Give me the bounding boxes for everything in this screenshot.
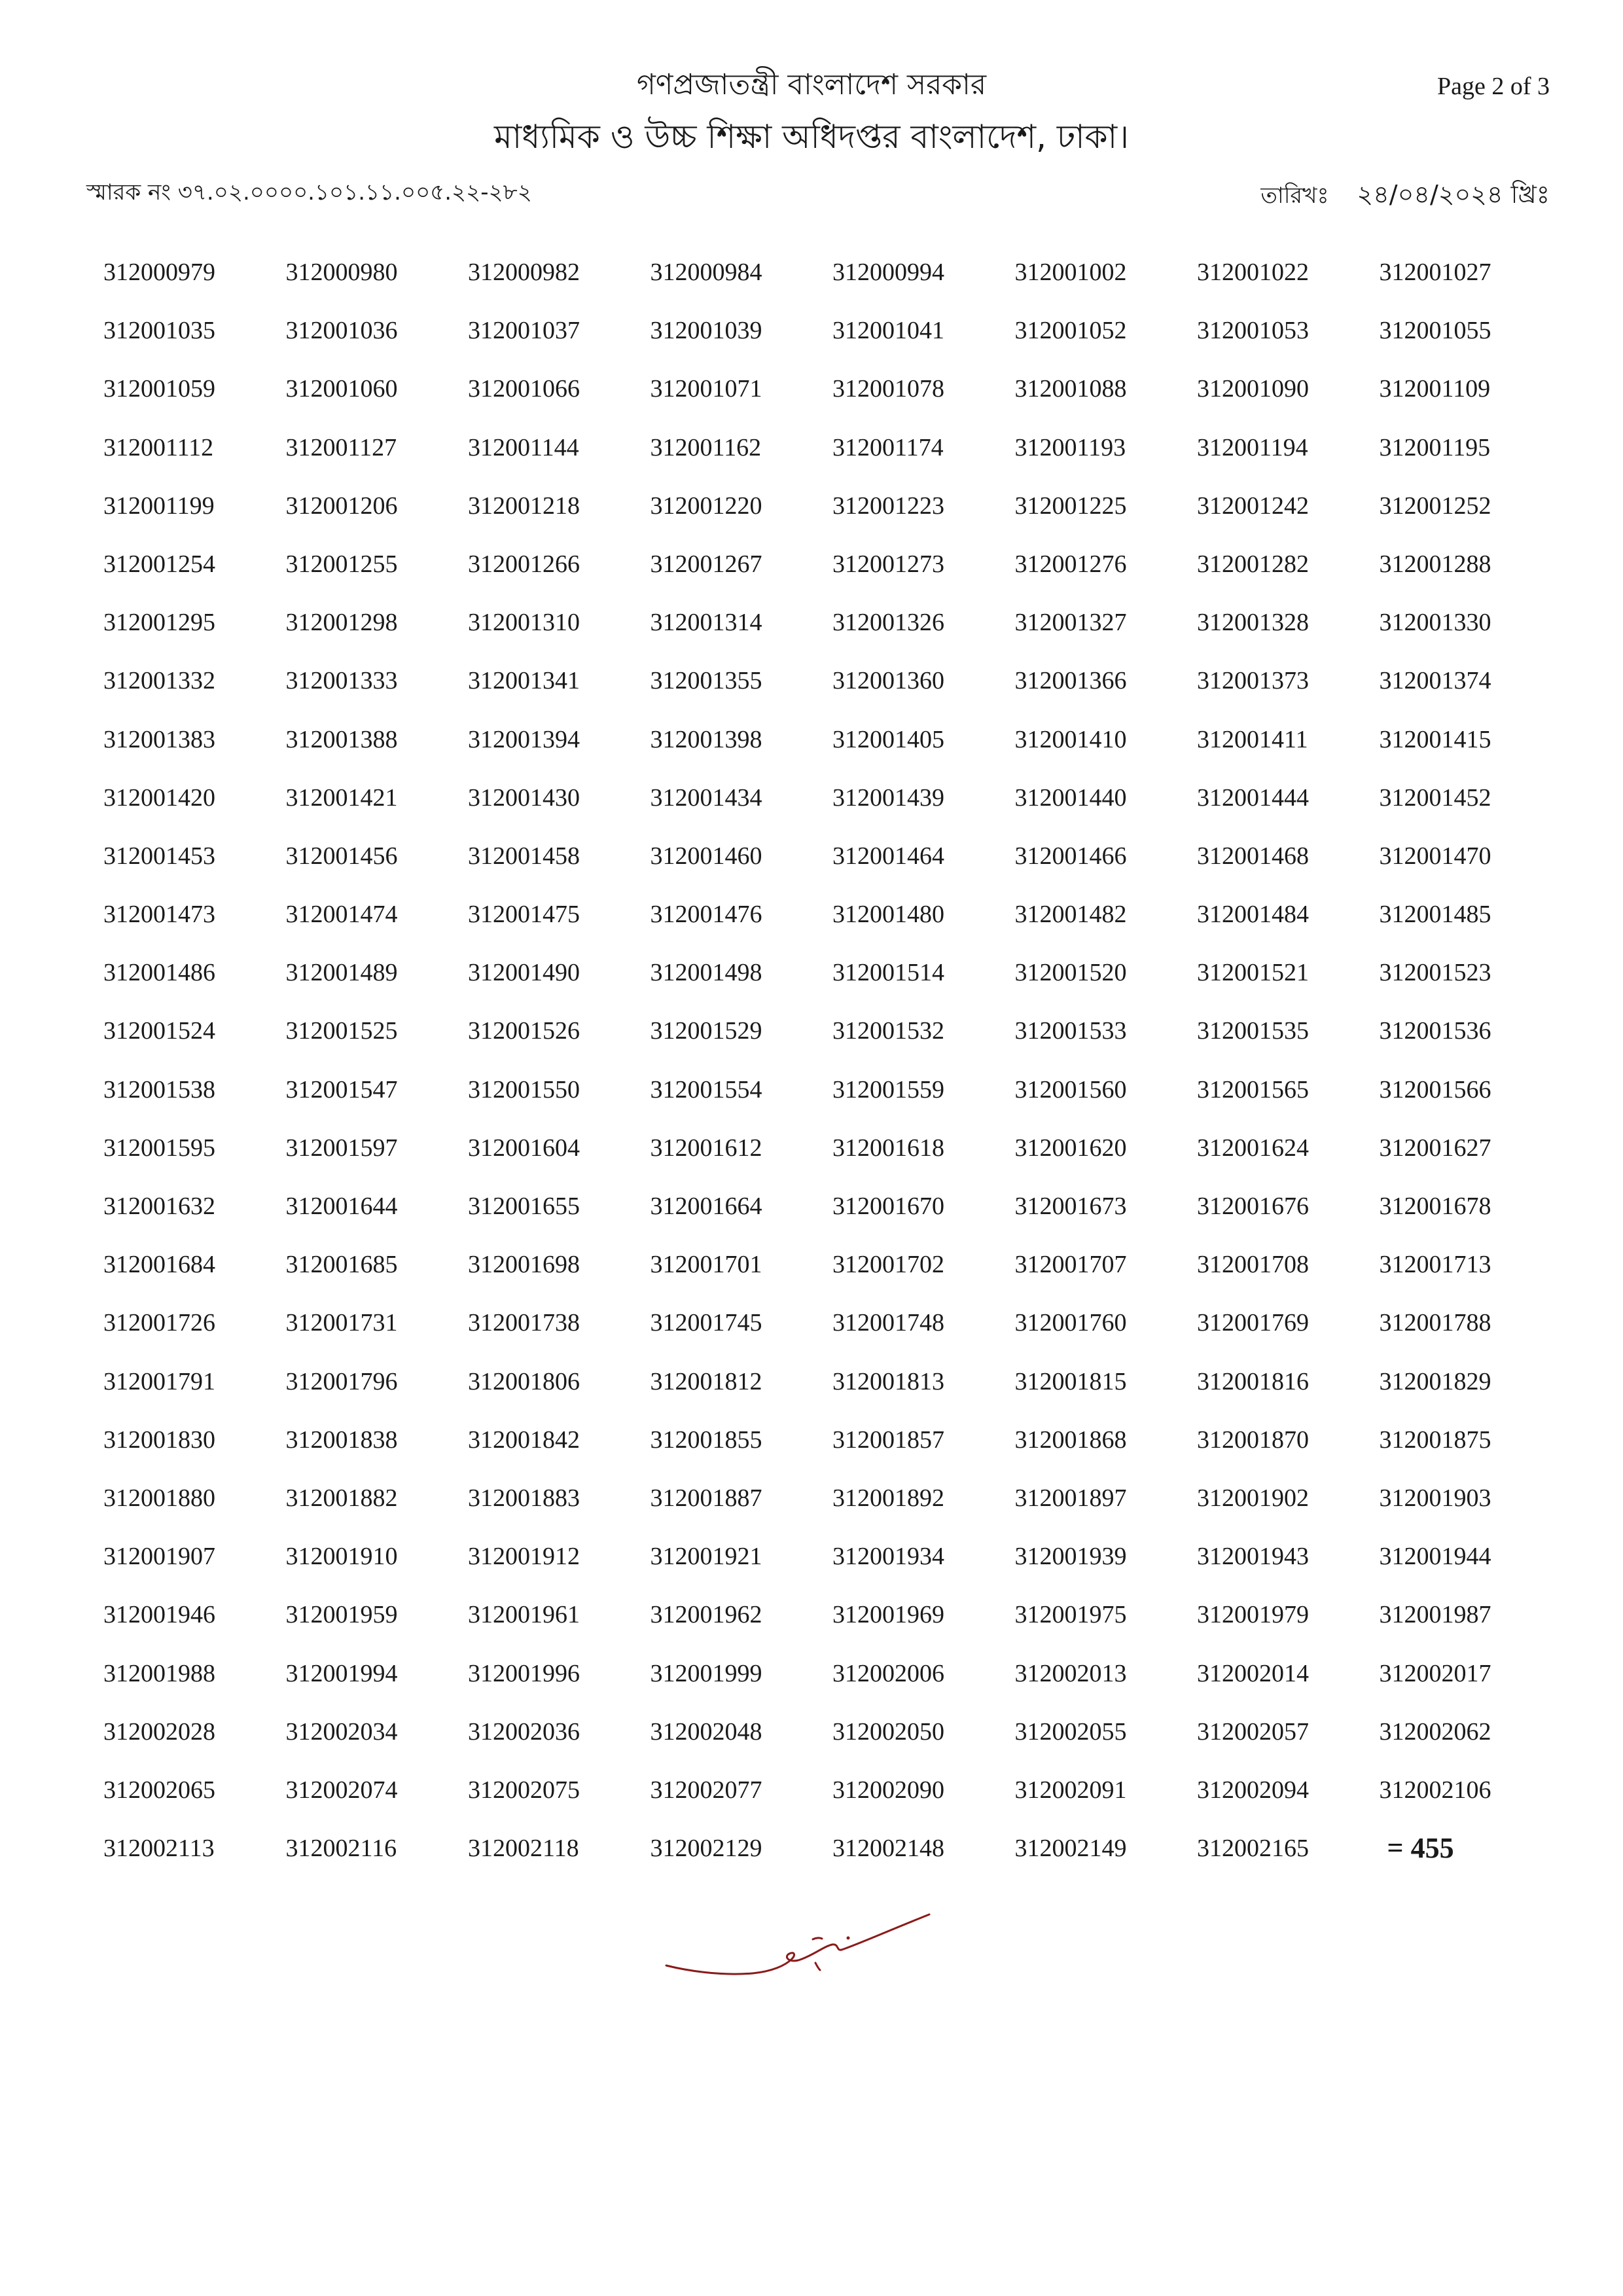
roll-number: 312001910 [285,1543,398,1571]
roll-number: 312001538 [103,1075,215,1103]
roll-number: 312001468 [1197,842,1309,870]
roll-number: 312001702 [832,1251,944,1279]
roll-number: 312001713 [1379,1251,1491,1279]
roll-number: 312000994 [832,259,944,286]
roll-number: 312001288 [1379,550,1491,578]
roll-number: 312002062 [1379,1717,1491,1746]
roll-number: 312001310 [468,609,580,637]
roll-number: 312001078 [832,375,944,403]
roll-number: 312001979 [1197,1601,1309,1629]
roll-number: 312001223 [832,492,944,520]
roll-number: 312001595 [103,1134,215,1162]
roll-number: 312001760 [1014,1309,1127,1337]
roll-number: 312002014 [1197,1659,1309,1687]
roll-number: 312001912 [468,1543,580,1571]
roll-number: 312001903 [1379,1484,1491,1512]
roll-number: 312001550 [468,1075,580,1103]
roll-number: 312001473 [103,901,215,929]
roll-number: 312001887 [650,1484,762,1512]
roll-number: 312001053 [1197,317,1309,345]
roll-number: 312001430 [468,783,580,812]
roll-number: 312001618 [832,1134,944,1162]
roll-number: 312001374 [1379,667,1491,695]
roll-number: 312001055 [1379,317,1491,345]
roll-number: 312002028 [103,1717,215,1746]
roll-number: 312001670 [832,1193,944,1220]
roll-number: 312002148 [832,1835,944,1863]
roll-number: 312001857 [832,1426,944,1454]
roll-number: 312001282 [1197,550,1309,578]
roll-number: 312001411 [1197,725,1308,753]
roll-number: 312001452 [1379,783,1491,812]
roll-number: 312001830 [103,1426,215,1454]
roll-number: 312001225 [1014,492,1127,520]
roll-number: 312001035 [103,317,215,345]
roll-number: 312001678 [1379,1193,1491,1220]
roll-number: 312002055 [1014,1717,1127,1746]
roll-number: 312001327 [1014,609,1127,637]
memo-date [1260,175,1550,217]
roll-number: 312001066 [468,375,580,403]
roll-number: 312001060 [285,375,398,403]
roll-number: 312001673 [1014,1193,1127,1220]
roll-number: 312001698 [468,1251,580,1279]
roll-number: 312001039 [650,317,762,345]
roll-number: 312002090 [832,1776,944,1804]
roll-number: 312001498 [650,959,762,987]
roll-number: 312001566 [1379,1075,1491,1103]
roll-number: 312001206 [285,492,398,520]
memo-reference [86,175,532,213]
roll-number: 312001373 [1197,667,1309,695]
roll-number: 312001685 [285,1251,398,1279]
roll-number: 312001405 [832,725,944,753]
roll-number: 312001444 [1197,783,1309,812]
roll-number: 312002050 [832,1717,944,1746]
roll-number: 312001875 [1379,1426,1491,1454]
roll-number: 312002113 [103,1835,215,1863]
roll-number: 312001806 [468,1367,580,1395]
government-title: গণপ্রজাতন্ত্রী বাংলাদেশ সরকার [636,68,987,101]
roll-number: 312001525 [285,1017,398,1045]
roll-number: 312001842 [468,1426,580,1454]
roll-number: 312001090 [1197,375,1309,403]
roll-number: 312001328 [1197,609,1309,637]
roll-number: 312001748 [832,1309,944,1337]
roll-number-list [103,254,1561,1888]
roll-number: 312000980 [285,259,398,286]
roll-number: 312002013 [1014,1659,1127,1687]
roll-number: 312001565 [1197,1075,1309,1103]
roll-number: 312001632 [103,1193,215,1220]
roll-number: 312001218 [468,492,580,520]
roll-number: 312001829 [1379,1367,1491,1395]
roll-number: 312001255 [285,550,398,578]
roll-number: 312001559 [832,1075,944,1103]
roll-number: 312002106 [1379,1776,1491,1804]
department-title: মাধ্যমিক ও উচ্চ শিক্ষা অধিদপ্তর বাংলাদেশ, ঢাকা। [493,118,1130,156]
roll-number: 312001162 [650,433,762,461]
roll-number: 312001988 [103,1659,215,1687]
roll-number: 312001514 [832,959,944,987]
roll-number: 312001027 [1379,259,1491,286]
roll-number: 312001655 [468,1193,580,1220]
roll-number: 312002118 [468,1835,579,1863]
roll-number: 312001620 [1014,1134,1127,1162]
date-value: ২৪/০৪/২০২৪ খ্রিঃ [1357,180,1550,209]
signature [661,1908,936,1993]
roll-number: 312001266 [468,550,580,578]
roll-number: 312001242 [1197,492,1309,520]
roll-number: 312001434 [650,783,762,812]
roll-number: 312001415 [1379,725,1491,753]
roll-number: 312001769 [1197,1309,1309,1337]
roll-number: 312001664 [650,1193,762,1220]
roll-number: 312002129 [650,1835,762,1863]
roll-number: 312001490 [468,959,580,987]
roll-number: 312001554 [650,1075,762,1103]
roll-number: 312001482 [1014,901,1127,929]
roll-number: 312001526 [468,1017,580,1045]
roll-number: 312001421 [285,783,398,812]
roll-number: 312001987 [1379,1601,1491,1629]
roll-number: 312001464 [832,842,944,870]
memo-row [86,175,1550,212]
roll-number: 312001726 [103,1309,215,1337]
roll-number: 312001791 [103,1367,215,1395]
roll-number: 312001002 [1014,259,1127,286]
roll-number: 312001943 [1197,1543,1309,1571]
roll-number: 312001252 [1379,492,1491,520]
roll-number: 312001254 [103,550,215,578]
roll-number: 312001273 [832,550,944,578]
roll-number: 312001547 [285,1075,398,1103]
roll-number: 312000982 [468,259,580,286]
roll-number: 312001533 [1014,1017,1127,1045]
roll-number: 312001466 [1014,842,1127,870]
roll-number: 312001961 [468,1601,580,1629]
roll-number: 312001996 [468,1659,580,1687]
roll-number: 312001520 [1014,959,1127,987]
roll-number: 312001326 [832,609,944,637]
memo-label: স্মারক নং [86,179,171,206]
roll-number: 312001355 [650,667,762,695]
roll-number: 312001812 [650,1367,762,1395]
roll-number: 312001921 [650,1543,762,1571]
roll-number: 312001796 [285,1367,398,1395]
roll-number: 312001394 [468,725,580,753]
roll-number: 312001815 [1014,1367,1127,1395]
roll-number: 312001532 [832,1017,944,1045]
roll-number: 312001486 [103,959,215,987]
roll-number: 312001975 [1014,1601,1127,1629]
roll-number: 312002048 [650,1717,762,1746]
roll-number: 312001360 [832,667,944,695]
roll-number: 312001037 [468,317,580,345]
roll-number: 312002116 [285,1835,397,1863]
roll-number: 312001684 [103,1251,215,1279]
roll-number: 312001999 [650,1659,762,1687]
roll-number: 312001612 [650,1134,762,1162]
roll-number: 312001855 [650,1426,762,1454]
roll-number: 312002149 [1014,1835,1127,1863]
roll-number: 312001475 [468,901,580,929]
roll-number: 312001460 [650,842,762,870]
roll-number: 312001295 [103,609,215,637]
roll-number: 312001485 [1379,901,1491,929]
roll-number: 312001041 [832,317,944,345]
roll-number: 312002017 [1379,1659,1491,1687]
roll-number: 312002094 [1197,1776,1309,1804]
memo-number: ৩৭.০২.০০০০.১০১.১১.০০৫.২২-২৮২ [177,179,532,206]
roll-number: 312001816 [1197,1367,1309,1395]
roll-number: 312001022 [1197,259,1309,286]
roll-number: 312001882 [285,1484,398,1512]
roll-number: 312001453 [103,842,215,870]
roll-number: 312001902 [1197,1484,1309,1512]
roll-number: 312001939 [1014,1543,1127,1571]
roll-number: 312001036 [285,317,398,345]
roll-number: 312000984 [650,259,762,286]
roll-number: 312001420 [103,783,215,812]
roll-number: 312001870 [1197,1426,1309,1454]
roll-number: 312001644 [285,1193,398,1220]
roll-number: 312001199 [103,492,215,520]
roll-number: 312001470 [1379,842,1491,870]
roll-number: 312001298 [285,609,398,637]
roll-number: 312001071 [650,375,762,403]
roll-number: 312001220 [650,492,762,520]
roll-number: 312001174 [832,433,944,461]
roll-number: 312001701 [650,1251,762,1279]
roll-number: 312001524 [103,1017,215,1045]
roll-number: 312001383 [103,725,215,753]
roll-number: 312001604 [468,1134,580,1162]
roll-number: 312001521 [1197,959,1309,987]
roll-number: 312001332 [103,667,215,695]
date-label: তারিখঃ [1260,183,1329,209]
roll-number: 312002091 [1014,1776,1127,1804]
roll-number: 312001088 [1014,375,1127,403]
roll-number: 312001366 [1014,667,1127,695]
roll-number: 312001597 [285,1134,398,1162]
roll-number: 312002077 [650,1776,762,1804]
roll-number: 312001314 [650,609,762,637]
roll-number: 312001892 [832,1484,944,1512]
roll-number: 312001333 [285,667,398,695]
roll-number: 312001059 [103,375,215,403]
roll-number: 312001707 [1014,1251,1127,1279]
roll-number: 312001535 [1197,1017,1309,1045]
roll-number: 312001330 [1379,609,1491,637]
roll-number: 312001410 [1014,725,1127,753]
roll-number: 312001738 [468,1309,580,1337]
roll-number: 312001536 [1379,1017,1491,1045]
roll-number: 312001112 [103,433,214,461]
roll-number: 312001052 [1014,317,1127,345]
roll-number: 312002057 [1197,1717,1309,1746]
roll-number: 312001944 [1379,1543,1491,1571]
roll-number: 312000979 [103,259,215,286]
roll-number: 312002036 [468,1717,580,1746]
roll-number: 312002074 [285,1776,398,1804]
roll-number: 312001484 [1197,901,1309,929]
roll-number: 312001440 [1014,783,1127,812]
roll-number: 312001962 [650,1601,762,1629]
roll-number: 312001883 [468,1484,580,1512]
total-count: = 455 [1387,1832,1454,1865]
roll-number: 312001969 [832,1601,944,1629]
roll-number: 312002075 [468,1776,580,1804]
roll-number: 312001907 [103,1543,215,1571]
roll-number: 312001480 [832,901,944,929]
roll-number: 312001676 [1197,1193,1309,1220]
roll-number: 312001946 [103,1601,215,1629]
roll-number: 312001474 [285,901,398,929]
roll-number: 312001627 [1379,1134,1491,1162]
roll-number: 312001267 [650,550,762,578]
roll-number: 312001529 [650,1017,762,1045]
roll-number: 312001476 [650,901,762,929]
roll-number: 312001838 [285,1426,398,1454]
roll-number: 312001194 [1197,433,1308,461]
roll-number: 312001897 [1014,1484,1127,1512]
roll-number: 312001341 [468,667,580,695]
roll-number: 312002065 [103,1776,215,1804]
roll-number: 312001127 [285,433,397,461]
roll-number: 312001560 [1014,1075,1127,1103]
roll-number: 312001708 [1197,1251,1309,1279]
roll-number: 312001523 [1379,959,1491,987]
roll-number: 312002165 [1197,1835,1309,1863]
roll-number: 312001934 [832,1543,944,1571]
roll-number: 312001489 [285,959,398,987]
roll-number: 312001456 [285,842,398,870]
roll-number: 312001813 [832,1367,944,1395]
roll-number: 312001788 [1379,1309,1491,1337]
roll-number: 312002006 [832,1659,944,1687]
roll-number: 312001109 [1379,375,1491,403]
roll-number: 312001624 [1197,1134,1309,1162]
roll-number: 312001959 [285,1601,398,1629]
roll-number: 312001745 [650,1309,762,1337]
roll-number: 312001994 [285,1659,398,1687]
roll-number: 312001731 [285,1309,398,1337]
roll-number: 312001388 [285,725,398,753]
roll-number: 312001276 [1014,550,1127,578]
page-number: Page 2 of 3 [1436,73,1550,100]
roll-number: 312001458 [468,842,580,870]
roll-number: 312001195 [1379,433,1491,461]
roll-number: 312001144 [468,433,579,461]
roll-number: 312001439 [832,783,944,812]
roll-number: 312001880 [103,1484,215,1512]
roll-number: 312001868 [1014,1426,1127,1454]
roll-number: 312002034 [285,1717,398,1746]
roll-number: 312001193 [1014,433,1126,461]
roll-number: 312001398 [650,725,762,753]
